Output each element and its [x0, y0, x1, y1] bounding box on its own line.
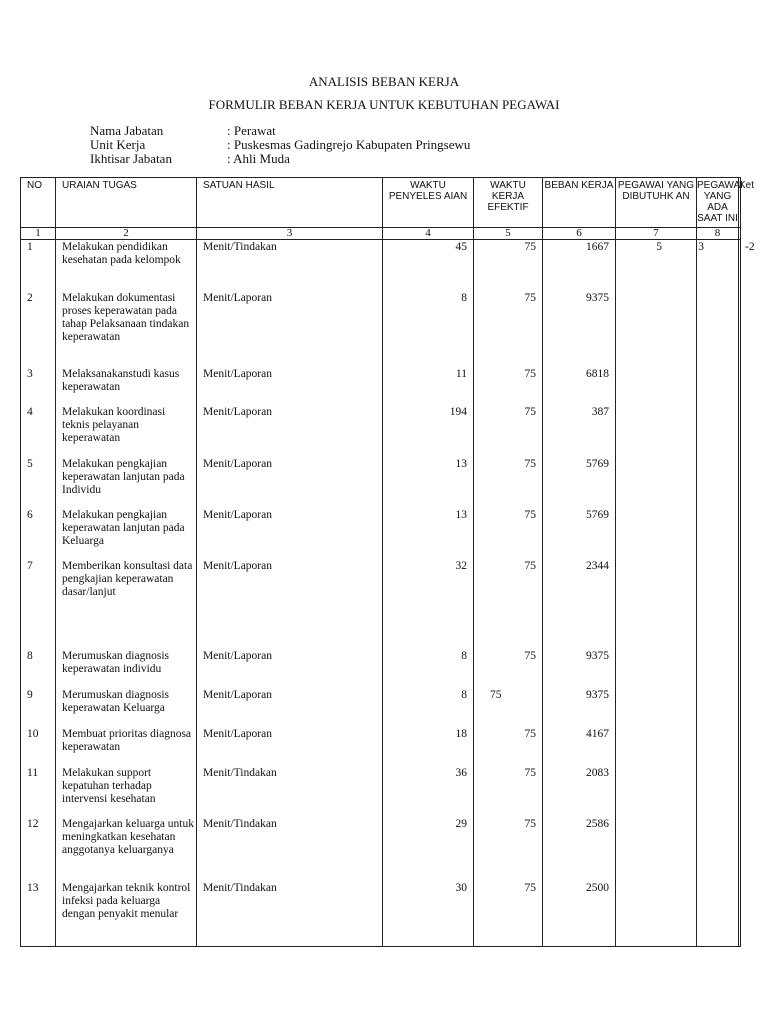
effective-work-time: 75	[524, 406, 536, 418]
column-number: 7	[616, 228, 697, 240]
output-unit: Menit/Laporan	[203, 458, 272, 470]
output-unit: Menit/Laporan	[203, 292, 272, 304]
info-row-ikhtisar	[90, 151, 290, 166]
task-description: Melakukan pengkajian keperawatan lanjutan pada Keluarga	[62, 509, 185, 547]
column-number: 2	[56, 228, 197, 240]
table-column-body	[383, 240, 474, 947]
output-unit: Menit/Laporan	[203, 368, 272, 380]
output-unit: Menit/Laporan	[203, 560, 272, 572]
info-value: : Ahli Muda	[227, 151, 290, 166]
effective-work-time: 75	[524, 368, 536, 380]
task-description: Mengajarkan teknik kontrol infeksi pada keluarga dengan penyakit menular	[62, 882, 191, 920]
table-column-body	[697, 240, 739, 947]
effective-work-time: 75	[524, 241, 536, 253]
effective-work-time: 75	[490, 689, 502, 701]
column-number: 8	[697, 228, 739, 240]
header-waktu-penyelesaian: WAKTU PENYELES AIAN	[383, 178, 474, 228]
task-description: Melakukan pengkajian keperawatan lanjutan pada Individu	[62, 458, 185, 496]
header-no: NO	[21, 178, 56, 228]
row-number: 6	[27, 509, 33, 521]
column-number: 3	[197, 228, 383, 240]
info-row-jabatan	[90, 123, 276, 138]
workload-value: 4167	[586, 728, 609, 740]
workload-value: 2344	[586, 560, 609, 572]
table-column-body	[616, 240, 697, 947]
task-description: Melaksanakanstudi kasus keperawatan	[62, 368, 180, 393]
task-description: Melakukan koordinasi teknis pelayanan keperawatan	[62, 406, 166, 444]
header-ket: Ket	[739, 178, 741, 228]
completion-time: 194	[449, 406, 467, 418]
completion-time: 8	[461, 650, 467, 662]
table-column-body	[739, 240, 755, 947]
task-description: Merumuskan diagnosis keperawatan individu	[62, 650, 170, 675]
column-number: 4	[383, 228, 474, 240]
row-number: 10	[27, 728, 39, 740]
info-value: : Perawat	[227, 123, 276, 138]
effective-work-time: 75	[524, 292, 536, 304]
row-number: 5	[27, 458, 33, 470]
workload-value: 6818	[586, 368, 609, 380]
row-number: 11	[27, 767, 39, 779]
completion-time: 32	[455, 560, 467, 572]
task-description: Mengajarkan keluarga untuk meningkatkan kesehatan anggotanya keluarganya	[62, 818, 194, 856]
output-unit: Menit/Laporan	[203, 509, 272, 521]
completion-time: 8	[461, 292, 467, 304]
output-unit: Menit/Laporan	[203, 689, 272, 701]
info-label: Unit Kerja	[90, 137, 146, 152]
completion-time: 13	[455, 458, 467, 470]
output-unit: Menit/Laporan	[203, 650, 272, 662]
column-number	[739, 228, 741, 240]
workload-value: 9375	[586, 689, 609, 701]
effective-work-time: 75	[524, 818, 536, 830]
completion-time: 30	[455, 882, 467, 894]
output-unit: Menit/Tindakan	[203, 241, 277, 253]
effective-work-time: 75	[524, 458, 536, 470]
output-unit: Menit/Tindakan	[203, 818, 277, 830]
info-row-unit	[90, 137, 470, 152]
row-number: 3	[27, 368, 33, 380]
task-description: Membuat prioritas diagnosa keperawatan	[62, 728, 192, 753]
document-title: ANALISIS BEBAN KERJA	[308, 74, 460, 89]
table-column-body	[474, 240, 543, 947]
header-pegawai-dibutuhkan: PEGAWAI YANG DIBUTUHK AN	[616, 178, 697, 228]
completion-time: 29	[455, 818, 467, 830]
completion-time: 45	[455, 241, 467, 253]
effective-work-time: 75	[524, 728, 536, 740]
output-unit: Menit/Laporan	[203, 406, 272, 418]
info-value: : Puskesmas Gadingrejo Kabupaten Pringsewu	[227, 137, 471, 152]
workload-value: 9375	[586, 650, 609, 662]
output-unit: Menit/Tindakan	[203, 882, 277, 894]
completion-time: 18	[455, 728, 467, 740]
table-column-body	[21, 240, 56, 947]
task-description: Melakukan support kepatuhan terhadap intervensi kesehatan	[62, 767, 156, 805]
document-subtitle: FORMULIR BEBAN KERJA UNTUK KEBUTUHAN PEGAWAI	[208, 97, 560, 112]
task-description: Memberikan konsultasi data pengkajian keperawatan dasar/lanjut	[62, 560, 193, 598]
row-number: 7	[27, 560, 33, 572]
row-number: 12	[27, 818, 39, 830]
row-number: 13	[27, 882, 39, 894]
completion-time: 13	[455, 509, 467, 521]
column-number: 5	[474, 228, 543, 240]
header-beban-kerja: BEBAN KERJA	[543, 178, 616, 228]
workload-value: 2500	[586, 882, 609, 894]
row-number: 9	[27, 689, 33, 701]
info-label: Ikhtisar Jabatan	[90, 151, 172, 166]
task-description: Melakukan pendidikan kesehatan pada kelompok	[62, 241, 181, 266]
effective-work-time: 75	[524, 650, 536, 662]
column-number: 1	[21, 228, 56, 240]
table-column-body	[543, 240, 616, 947]
table-column-body	[197, 240, 383, 947]
staff-needed: 5	[656, 241, 662, 253]
info-label: Nama Jabatan	[90, 123, 164, 138]
output-unit: Menit/Tindakan	[203, 767, 277, 779]
workload-table	[20, 177, 755, 947]
completion-time: 36	[455, 767, 467, 779]
header-pegawai-ada: PEGAWAI YANG ADA SAAT INI	[697, 178, 739, 228]
effective-work-time: 75	[524, 560, 536, 572]
row-number: 8	[27, 650, 33, 662]
workload-value: 5769	[586, 458, 609, 470]
header-uraian-tugas: URAIAN TUGAS	[56, 178, 197, 228]
workload-value: 5769	[586, 509, 609, 521]
completion-time: 11	[455, 368, 467, 380]
workload-value: 9375	[586, 292, 609, 304]
header-waktu-kerja-efektif: WAKTU KERJA EFEKTIF	[474, 178, 543, 228]
column-number: 6	[543, 228, 616, 240]
effective-work-time: 75	[524, 509, 536, 521]
workload-value: 2083	[586, 767, 609, 779]
row-number: 2	[27, 292, 33, 304]
row-number: 4	[27, 406, 33, 418]
workload-value: 1667	[586, 241, 609, 253]
staff-existing: 3	[698, 241, 704, 253]
workload-value: 387	[591, 406, 609, 418]
row-number: 1	[27, 241, 33, 253]
effective-work-time: 75	[524, 882, 536, 894]
effective-work-time: 75	[524, 767, 536, 779]
completion-time: 8	[461, 689, 467, 701]
task-description: Merumuskan diagnosis keperawatan Keluarga	[62, 689, 170, 714]
header-satuan-hasil: SATUAN HASIL	[197, 178, 383, 228]
table-column-body	[56, 240, 197, 947]
note-value: -2	[745, 241, 755, 253]
workload-value: 2586	[586, 818, 609, 830]
task-description: Melakukan dokumentasi proses keperawatan pada tahap Pelaksanaan tindakan keperawatan	[62, 292, 190, 343]
output-unit: Menit/Laporan	[203, 728, 272, 740]
